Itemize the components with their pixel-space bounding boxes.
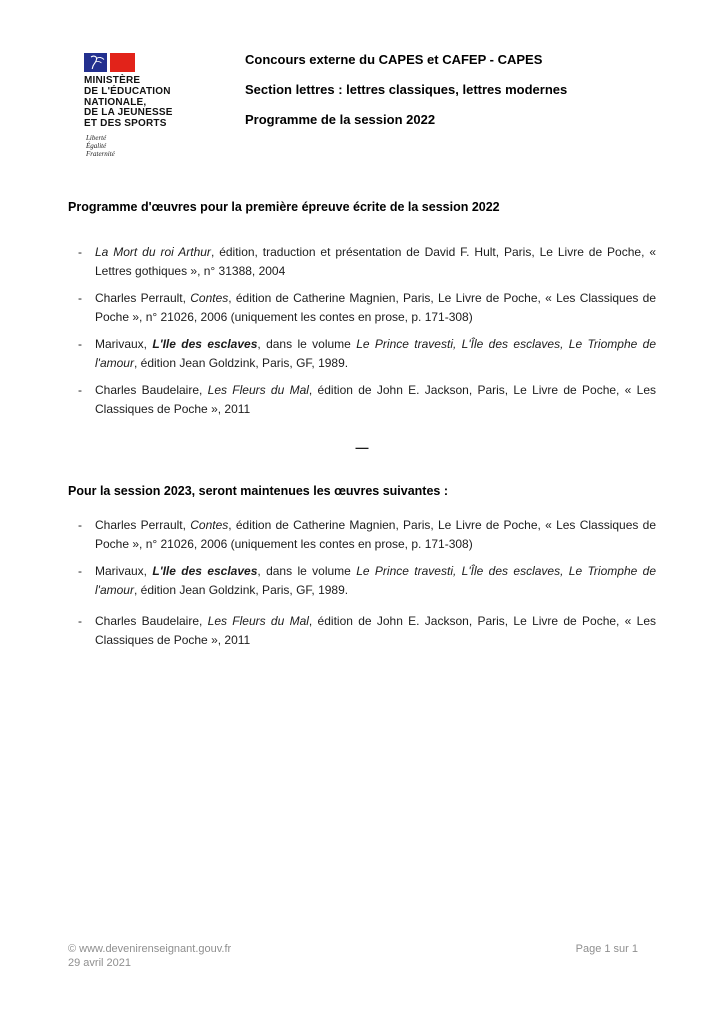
book-entry: Charles Baudelaire, Les Fleurs du Mal, édition de John E. Jackson, Paris, Le Livre de Poche, « Les Classiques de Poche », 2011 [95,614,656,647]
footer-left [68,942,231,970]
flag-blue-block [84,53,107,72]
list-item [68,289,656,327]
book-entry: Charles Perrault, Contes, édition de Catherine Magnien, Paris, Le Livre de Poche, « Les Classiques de Poche », n° 21026, 2006 (uniquement les contes en prose, p. 171-308) [95,518,656,551]
list-dash-marker: - [78,614,82,628]
list-item [68,516,656,554]
book-entry: La Mort du roi Arthur, édition, traduction et présentation de David F. Hult, Paris, Le Livre de Poche, « Lettres gothiques », n° 31388, 2004 [95,245,656,278]
ministry-name-line: DE L'ÉDUCATION [84,85,171,97]
document-header [245,52,665,142]
ministry-name-line: ET DES SPORTS [84,118,167,130]
header-line-section: Section lettres : lettres classiques, lettres modernes [245,82,568,97]
french-flag-icon [84,53,135,72]
flag-red-block [110,53,135,72]
republic-motto [86,134,249,158]
list-item [68,562,656,600]
marianne-icon [84,53,107,72]
ministry-name [84,76,249,130]
section1-book-list [68,243,656,419]
book-entry: Marivaux, L'Ile des esclaves, dans le volume Le Prince travesti, L'Île des esclaves, Le Triomphe de l'amour, édition Jean Goldzink, Paris, GF, 1989. [95,564,657,597]
book-entry: Marivaux, L'Ile des esclaves, dans le volume Le Prince travesti, L'Île des esclaves, Le Triomphe de l'amour, édition Jean Goldzink, Paris, GF, 1989. [95,337,657,370]
list-item [68,612,656,650]
ministry-logo [84,53,249,158]
section-separator-dash: — [355,440,369,455]
book-entry: Charles Perrault, Contes, édition de Catherine Magnien, Paris, Le Livre de Poche, « Les Classiques de Poche », n° 21026, 2006 (uniquement les contes en prose, p. 171-308) [95,291,656,324]
header-line-programme: Programme de la session 2022 [245,112,436,127]
footer-date: 29 avril 2021 [68,957,131,969]
header-line-concours: Concours externe du CAPES et CAFEP - CAPES [245,52,543,67]
ministry-name-line: NATIONALE, [84,96,147,108]
book-entry: Charles Baudelaire, Les Fleurs du Mal, édition de John E. Jackson, Paris, Le Livre de Poche, « Les Classiques de Poche », 2011 [95,383,656,416]
page-footer [68,942,638,970]
section2-book-list [68,516,656,650]
motto-line: Liberté [86,133,107,142]
list-item [68,381,656,419]
list-item [68,243,656,281]
list-dash-marker: - [78,383,82,397]
list-dash-marker: - [78,245,82,259]
document-body [68,198,656,658]
footer-copyright-url: © www.devenirenseignant.gouv.fr [68,943,232,955]
list-item [68,335,656,373]
motto-line: Égalité [86,141,107,150]
section1-title: Programme d'œuvres pour la première épreuve écrite de la session 2022 [68,200,500,214]
ministry-name-line: DE LA JEUNESSE [84,107,173,119]
list-dash-marker: - [78,518,82,532]
list-dash-marker: - [78,337,82,351]
list-dash-marker: - [78,564,82,578]
ministry-name-line: MINISTÈRE [84,75,141,86]
motto-line: Fraternité [86,149,115,158]
section2-title: Pour la session 2023, seront maintenues les œuvres suivantes : [68,484,449,498]
list-dash-marker: - [78,291,82,305]
footer-page-number: Page 1 sur 1 [575,943,638,955]
